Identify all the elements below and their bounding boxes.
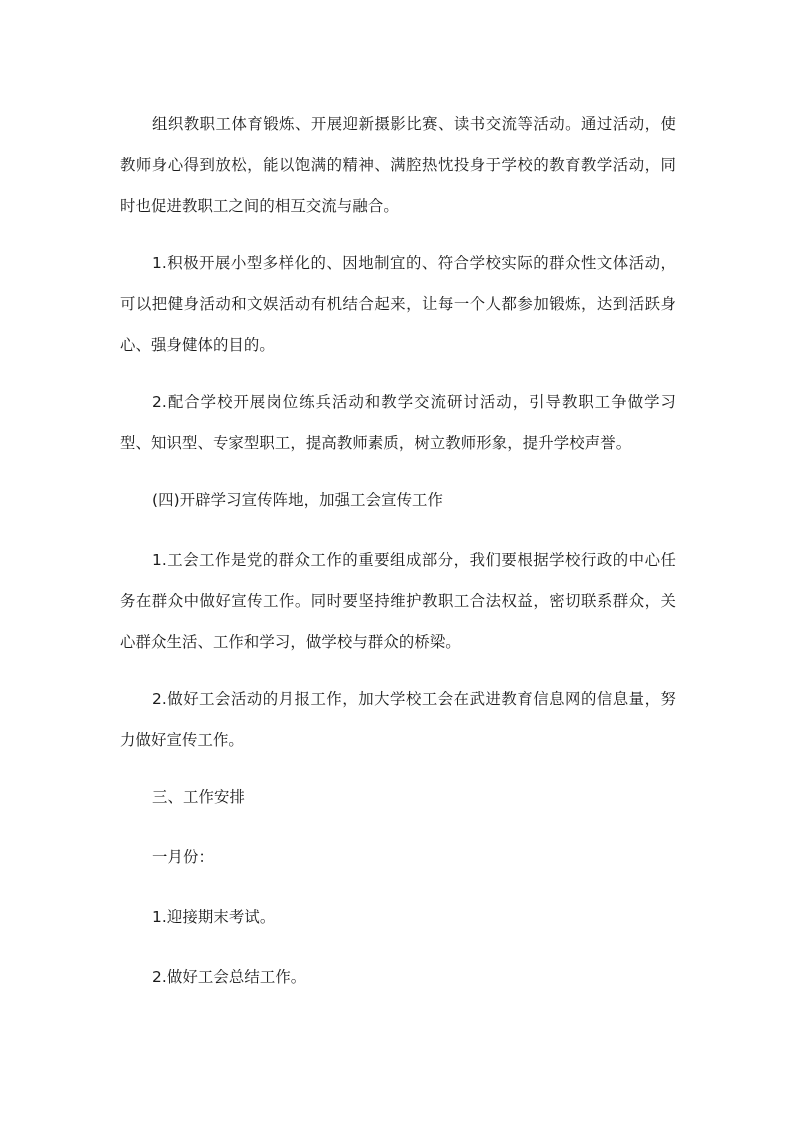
january-item-1: 1.迎接期末考试。: [152, 908, 276, 926]
section-heading-3: 三、工作安排: [152, 788, 245, 806]
paragraph-item-2-monthly-report: 2.做好工会活动的月报工作，加大学校工会在武进教育信息网的信息量，努力做好宣传工作。: [120, 690, 676, 749]
month-label-january: 一月份：: [152, 848, 214, 866]
paragraph-activities-intro: 组织教职工体育锻炼、开展迎新摄影比赛、读书交流等活动。通过活动，使教师身心得到放松，能以饱满的精神、满腔热忱投身于学校的教育教学活动，同时也促进教职工之间的相互交流与融合。: [120, 115, 676, 215]
document-body: [120, 104, 676, 1017]
paragraph-item-1-sports: 1.积极开展小型多样化的、因地制宜的、符合学校实际的群众性文体活动，可以把健身活动和文娱活动有机结合起来，让每一个人都参加锻炼，达到活跃身心、强身健体的目的。: [120, 254, 676, 354]
january-item-2: 2.做好工会总结工作。: [152, 968, 307, 986]
paragraph-item-1-publicity: 1.工会工作是党的群众工作的重要组成部分，我们要根据学校行政的中心任务在群众中做好宣传工作。同时要坚持维护教职工合法权益，密切联系群众，关心群众生活、工作和学习，做学校与群众的桥梁。: [120, 551, 676, 651]
paragraph-item-2-training: 2.配合学校开展岗位练兵活动和教学交流研讨活动，引导教职工争做学习型、知识型、专家型职工，提高教师素质，树立教师形象，提升学校声誉。: [120, 393, 676, 452]
section-heading-4: (四)开辟学习宣传阵地，加强工会宣传工作: [152, 491, 444, 509]
